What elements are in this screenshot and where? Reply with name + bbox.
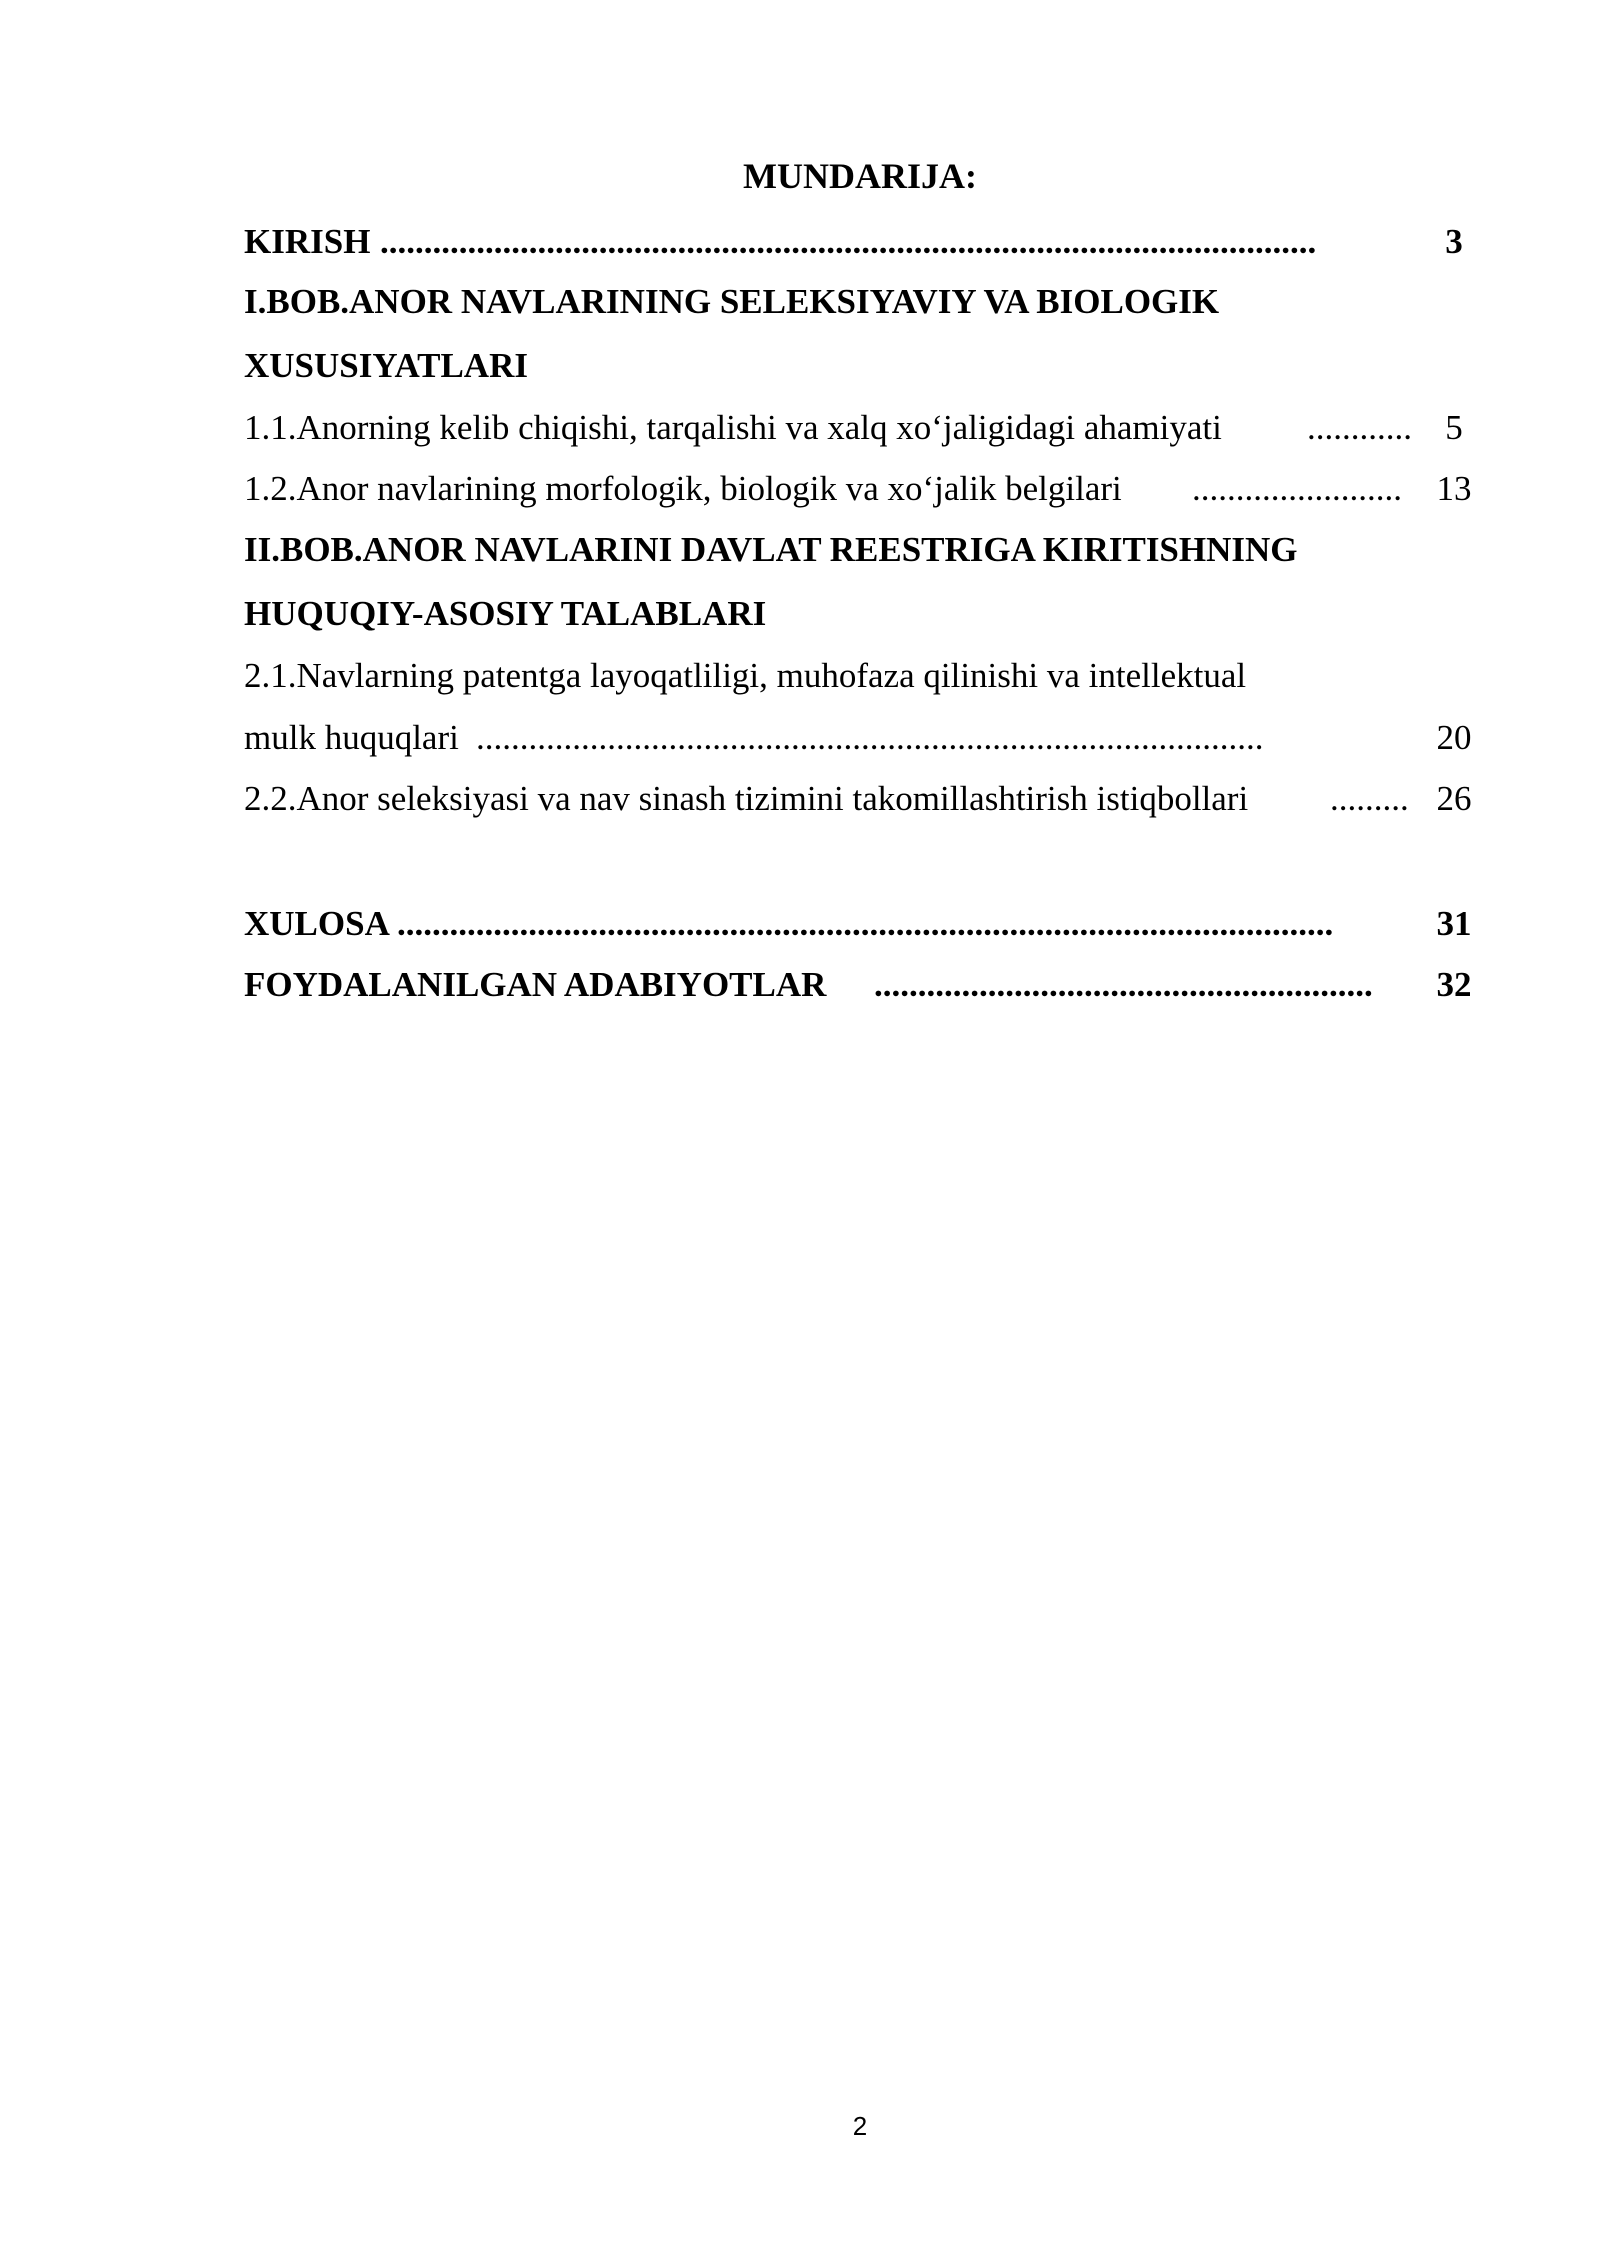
toc-page-number: 31 [1436,904,1472,943]
toc-leader-dots: ......................................................... [874,965,1373,1004]
toc-chapter-1-heading-continued [244,336,1494,396]
toc-entry-1-2[interactable] [244,459,1494,519]
toc-page-number: 3 [1445,222,1463,261]
toc-leader-dots: ........................................................................................................... [397,904,1334,943]
toc-entry-text: FOYDALANILGAN ADABIYOTLAR [244,965,827,1004]
toc-page-number: 5 [1445,408,1463,447]
toc-leader-dots: ........................................................................................................... [380,222,1317,261]
toc-entry-foydalanilgan-adabiyotlar[interactable] [244,955,1494,1015]
toc-entry-text: 2.1.Navlarning patentga layoqatliligi, muhofaza qilinishi va intellektual [244,656,1247,695]
toc-entry-text: II.BOB.ANOR NAVLARINI DAVLAT REESTRIGA KIRITISHNING [244,530,1298,569]
toc-entry-text: 2.2.Anor seleksiyasi va nav sinash tizimini takomillashtirish istiqbollari [244,779,1249,818]
toc-title: MUNDARIJA: [743,156,977,196]
toc-entry-2-1[interactable] [244,646,1494,706]
toc-entry-text: 1.1.Anorning kelib chiqishi, tarqalishi va xalq xo‘jaligidagi ahamiyati [244,408,1222,447]
toc-entry-2-1-continued[interactable] [244,708,1494,768]
toc-entry-text: 1.2.Anor navlarining morfologik, biologik va xo‘jalik belgilari [244,469,1122,508]
toc-entry-1-1[interactable] [244,398,1494,458]
toc-entry-text: XUSUSIYATLARI [244,346,528,385]
toc-entry-kirish[interactable] [244,212,1494,272]
toc-chapter-2-heading[interactable] [244,520,1494,580]
toc-leader-dots: ......... [1330,779,1409,818]
toc-chapter-2-heading-continued [244,584,1494,644]
toc-page-number: 13 [1436,469,1472,508]
toc-page-number: 20 [1436,718,1472,757]
toc-entry-2-2[interactable] [244,769,1494,829]
toc-entry-text: KIRISH [244,222,371,261]
toc-leader-dots: .......................................................................................... [476,718,1264,757]
toc-entry-xulosa[interactable] [244,894,1494,954]
toc-entry-text: HUQUQIY-ASOSIY TALABLARI [244,594,767,633]
toc-chapter-1-heading[interactable] [244,272,1494,332]
page-number: 2 [852,2111,868,2141]
toc-entry-text: XULOSA [244,904,390,943]
toc-leader-dots: ........................ [1192,469,1402,508]
toc-page-number: 26 [1436,779,1472,818]
toc-entry-text: I.BOB.ANOR NAVLARINING SELEKSIYAVIY VA BIOLOGIK [244,282,1220,321]
toc-entry-text: mulk huquqlari [244,718,459,757]
toc-page-number: 32 [1436,965,1472,1004]
toc-leader-dots: ............ [1307,408,1412,447]
